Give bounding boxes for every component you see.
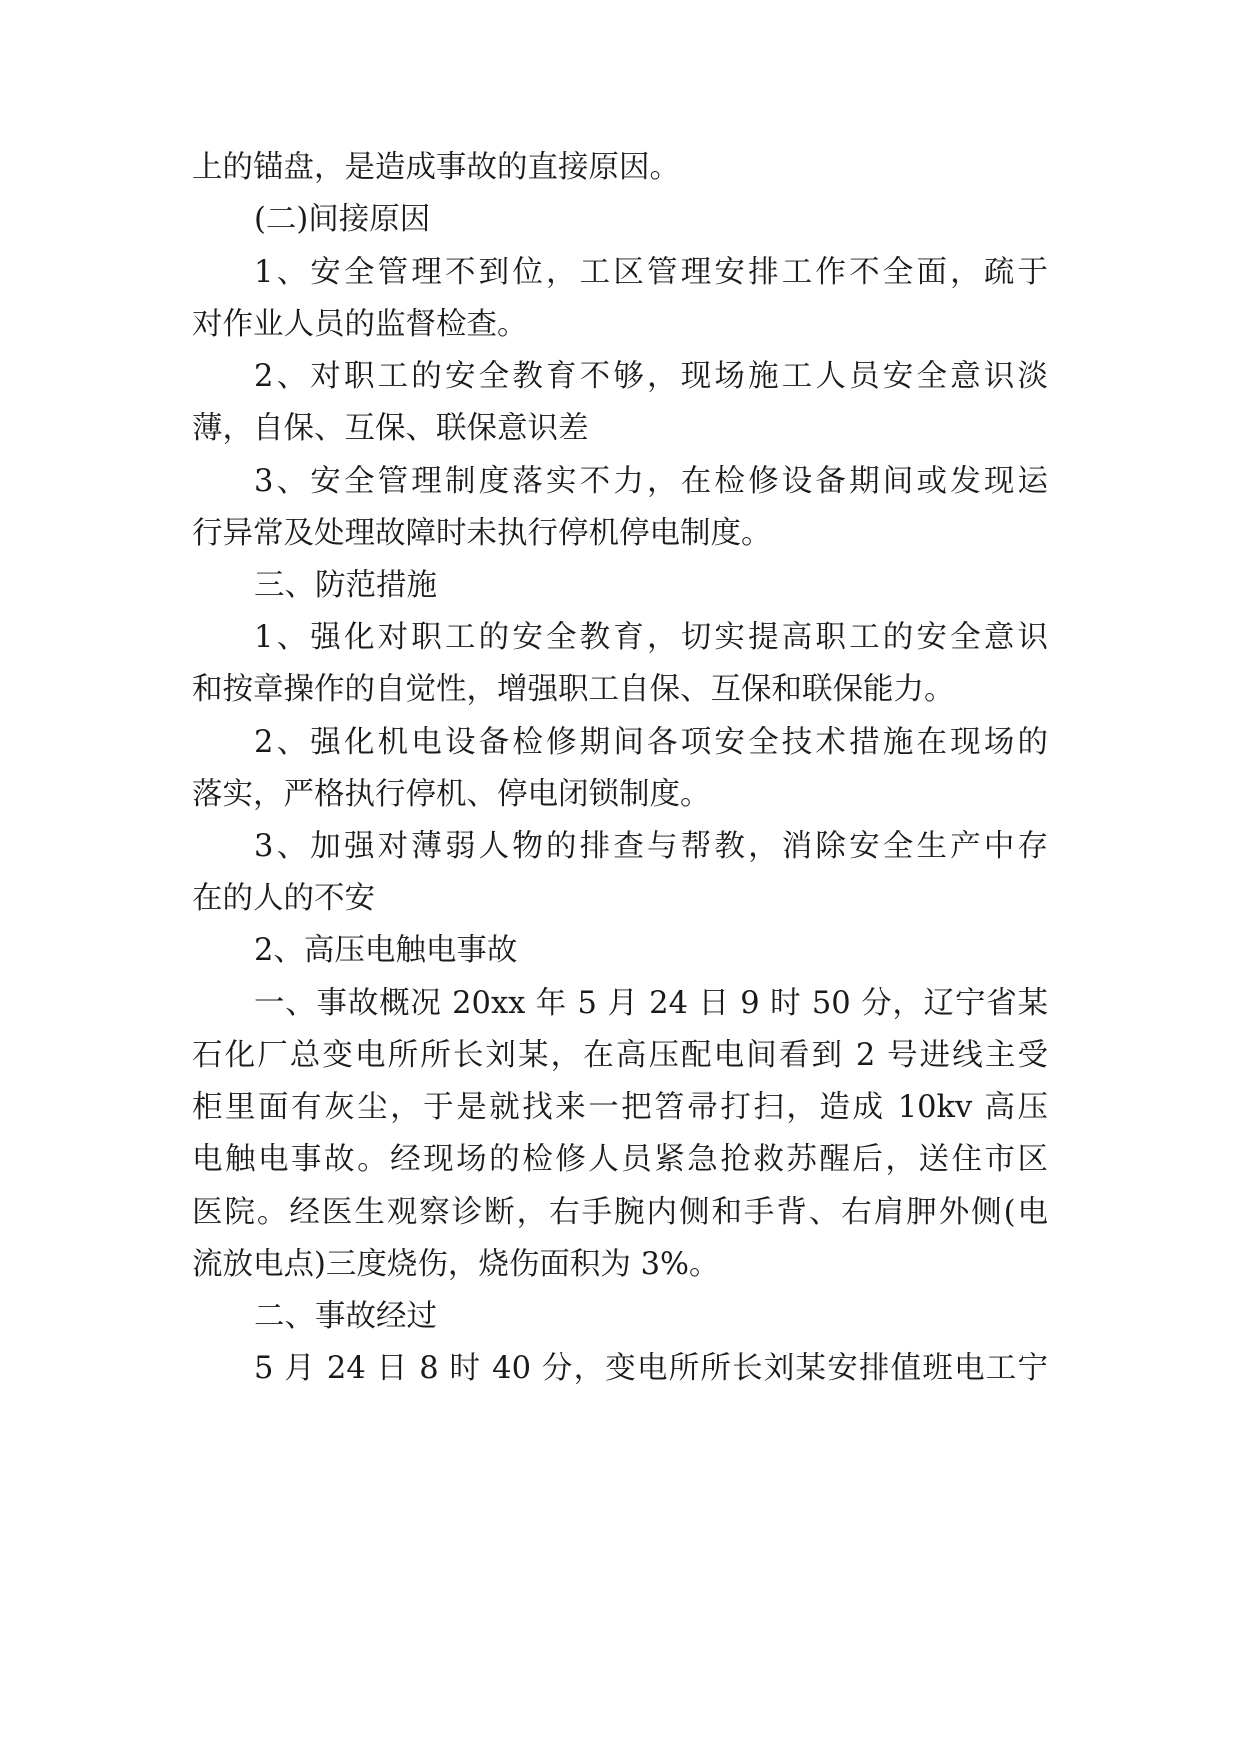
text-line: 和按章操作的自觉性，增强职工自保、互保和联保能力。	[192, 672, 955, 707]
text-line: 2、强化机电设备检修期间各项安全技术措施在现场的	[254, 725, 1048, 760]
text-line: 行异常及处理故障时未执行停机停电制度。	[192, 516, 772, 551]
text-line: 电触电事故。经现场的检修人员紧急抢救苏醒后，送住市区	[192, 1142, 1048, 1177]
text-line: 3、安全管理制度落实不力，在检修设备期间或发现运	[254, 464, 1048, 499]
text-line: 2、对职工的安全教育不够，现场施工人员安全意识淡	[254, 359, 1048, 394]
text-line: 3、加强对薄弱人物的排查与帮教，消除安全生产中存	[254, 829, 1048, 864]
text-line: 5 月 24 日 8 时 40 分，变电所所长刘某安排值班电工宁	[254, 1351, 1048, 1386]
section-heading: 三、防范措施	[254, 568, 437, 603]
section-heading: (二)间接原因	[254, 202, 431, 237]
text-line: 对作业人员的监督检查。	[192, 307, 528, 342]
text-line: 柜里面有灰尘，于是就找来一把笤帚打扫，造成 10kv 高压	[192, 1090, 1048, 1125]
text-line: 薄，自保、互保、联保意识差	[192, 411, 589, 446]
section-heading: 2、高压电触电事故	[254, 933, 518, 968]
text-line: 上的锚盘，是造成事故的直接原因。	[192, 150, 680, 185]
text-line: 落实，严格执行停机、停电闭锁制度。	[192, 777, 711, 812]
text-line: 在的人的不安	[192, 881, 375, 916]
text-line: 流放电点)三度烧伤，烧伤面积为 3%。	[192, 1247, 720, 1282]
text-line: 1、安全管理不到位，工区管理安排工作不全面，疏于	[254, 255, 1048, 290]
text-line: 医院。经医生观察诊断，右手腕内侧和手背、右肩胛外侧(电	[192, 1195, 1048, 1230]
section-heading: 二、事故经过	[254, 1299, 437, 1334]
text-line: 一、事故概况 20xx 年 5 月 24 日 9 时 50 分，辽宁省某	[254, 986, 1048, 1021]
text-line: 1、强化对职工的安全教育，切实提高职工的安全意识	[254, 620, 1048, 655]
text-line: 石化厂总变电所所长刘某，在高压配电间看到 2 号进线主受	[192, 1038, 1048, 1073]
